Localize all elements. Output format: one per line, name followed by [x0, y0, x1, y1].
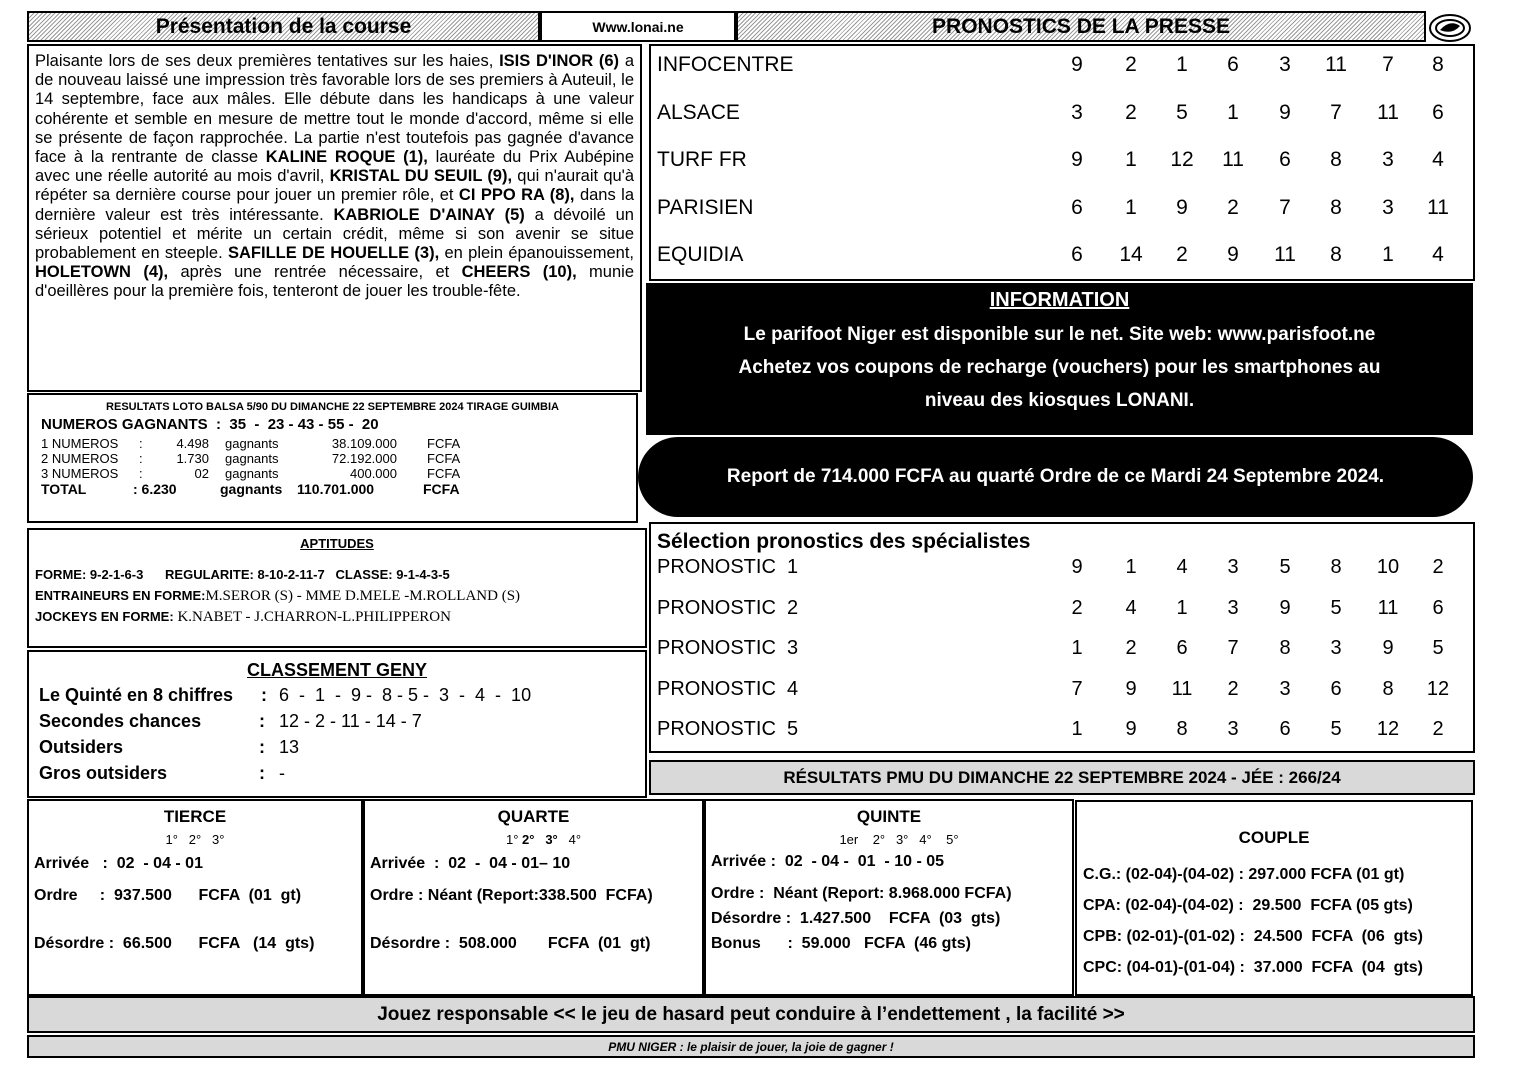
geny-rows: [39, 685, 635, 789]
presentation-header: [27, 11, 540, 42]
horse-number: 9: [1071, 53, 1083, 76]
presse-source-name: INFOCENTRE: [657, 53, 794, 76]
loto-row: [35, 436, 630, 451]
geny-colon: :: [259, 711, 265, 731]
horse-number: 7: [1382, 53, 1394, 76]
loto-colon: :: [139, 466, 143, 481]
quinte-box: [704, 799, 1074, 996]
information-line: Achetez vos coupons de recharge (vouchers) pour les smartphones au: [738, 357, 1381, 378]
horse-number: 9: [1071, 148, 1083, 171]
horse-number: 8: [1279, 637, 1291, 659]
loto-amount: 72.192.000: [331, 451, 397, 466]
horse-number: 2: [1176, 243, 1188, 266]
presse-row: [657, 148, 1473, 172]
horse-number: 11: [1222, 148, 1244, 171]
loto-word: gagnants: [225, 466, 279, 481]
horse-number: 8: [1382, 677, 1394, 700]
quinte-bonus: Bonus : 59.000 FCFA (46 gts): [711, 935, 971, 952]
horse-number: 7: [1227, 637, 1239, 659]
couple-rows: [1083, 866, 1465, 990]
loto-colon: :: [139, 436, 143, 451]
horse-number: 3: [1227, 596, 1239, 619]
horse-number: 14: [1119, 243, 1143, 266]
horse-number: 9: [1125, 718, 1137, 740]
horse-name: CHEERS (10),: [461, 263, 577, 282]
horse-number: 6: [1432, 100, 1444, 124]
horse-number: 3: [1227, 718, 1239, 740]
responsible-banner: [27, 996, 1475, 1033]
horse-number: 8: [1330, 556, 1342, 578]
quinte-desordre: Désordre : 1.427.500 FCFA (03 gts): [711, 910, 1001, 927]
horse-number: 5: [1330, 718, 1342, 740]
pronostic-row: [657, 597, 1473, 621]
winning-numbers-row: NUMEROS GAGNANTS : 35 - 23 - 43 - 55 - 20: [41, 416, 379, 433]
loto-row: [35, 451, 630, 466]
loto-cur: FCFA: [427, 436, 461, 451]
horse-number: 2: [1125, 637, 1137, 659]
specialistes-table: [649, 522, 1475, 753]
presse-source-name: EQUIDIA: [657, 243, 744, 266]
horse-number: 1: [1176, 53, 1188, 76]
presentation-title: Présentation de la course: [155, 14, 412, 38]
horse-number: 6: [1071, 243, 1083, 266]
loto-label: 3 NUMEROS: [41, 466, 119, 481]
horse-number: 3: [1227, 556, 1239, 578]
tierce-ordre: Ordre : 937.500 FCFA (01 gt): [34, 887, 302, 904]
tierce-places: 1° 2° 3°: [165, 832, 225, 847]
loto-cur: FCFA: [427, 466, 461, 481]
loto-word: gagnants: [225, 436, 279, 451]
quinte-ordre: Ordre : Néant (Report: 8.968.000 FCFA): [711, 885, 1012, 902]
horse-number: 1: [1125, 148, 1137, 171]
slogan-text: PMU NIGER : le plaisir de jouer, la joie de gagner !: [608, 1039, 894, 1054]
horse-number: 8: [1330, 243, 1342, 266]
slogan-banner: [27, 1035, 1475, 1058]
horse-name: KALINE ROQUE (1),: [265, 148, 428, 167]
horse-number: 2: [1432, 556, 1444, 578]
geny-label: Outsiders: [39, 737, 124, 757]
horse-number: 9: [1071, 556, 1083, 578]
horse-number: 12: [1376, 718, 1400, 740]
loto-row: [35, 466, 630, 481]
horse-number: 1: [1176, 596, 1188, 619]
geny-label: Le Quinté en 8 chiffres: [39, 685, 234, 705]
pronostic-row: [657, 556, 1473, 580]
horse-number: 2: [1125, 53, 1137, 76]
website-box: [540, 11, 736, 42]
loto-rows: [35, 436, 630, 481]
information-title: INFORMATION: [989, 289, 1130, 311]
horse-number: 2: [1125, 100, 1137, 124]
loto-label: 2 NUMEROS: [41, 451, 119, 466]
horse-number: 12: [1426, 677, 1450, 700]
loto-count: 1.730: [176, 451, 209, 466]
loto-count: 02: [194, 466, 209, 481]
horse-number: 7: [1330, 100, 1342, 124]
loto-amount: 38.109.000: [331, 436, 397, 451]
horse-name: SAFILLE DE HOUELLE (3),: [227, 244, 440, 263]
pmu-results-title: RÉSULTATS PMU DU DIMANCHE 22 SEPTEMBRE 2024 - JÉE : 266/24: [783, 767, 1341, 787]
report-text: Report de 714.000 FCFA au quarté Ordre de ce Mardi 24 Septembre 2024.: [726, 466, 1385, 487]
horse-name: KRISTAL DU SEUIL (9),: [329, 167, 513, 186]
horse-number: 7: [1071, 677, 1083, 700]
horse-number: 6: [1330, 677, 1342, 700]
pronostic-name: PRONOSTIC 3: [657, 637, 799, 659]
horse-number: 1: [1071, 718, 1083, 740]
horse-number: 2: [1227, 195, 1239, 219]
presse-row: [657, 196, 1473, 220]
loto-amount: 400.000: [350, 466, 397, 481]
presentation-text: Plaisante lors de ses deux premières tentatives sur les haies, ISIS D'INOR (6) a de nouveau laissé une impression très favorable lors de ses premiers à Auteuil, le 14 septembre, face aux mâles. Elle débute dans les handicaps à une valeur cohérente et semble en mesure de mettre tout le monde d'accord, même si elle se présente de façon rapprochée. La partie n'est toutefois pas gagnée d'avance face à la rentrante de classe KALINE ROQUE (1), lauréate du Prix Aubépine avec une réelle autorité au mois d'avril, KRISTAL DU SEUIL (9), qui n'aurait qu'à répéter sa dernière course pour jouer un premier rôle, et CI PPO RA (8), dans la dernière valeur est très intéressante. KABRIOLE D'AINAY (5) a dévoilé un sérieux potentiel et mérite un certain crédit, même si son avenir se situe probablement en steeple. SAFILLE DE HOUELLE (3), en plein épanouissement, HOLETOWN (4), après une rentrée nécessaire, et CHEERS (10), munie d'oeillères pour la première fois, tenteront de jouer les trouble-fête.: [27, 44, 642, 392]
aptitudes-stats: FORME: 9-2-1-6-3 REGULARITE: 8-10-2-11-7 CLASSE: 9-1-4-3-5: [35, 567, 450, 582]
horse-number: 10: [1376, 556, 1400, 578]
horse-number: 11: [1377, 596, 1399, 619]
pronostic-row: [657, 637, 1473, 661]
presse-table: [649, 44, 1475, 281]
lonani-logo: [1426, 11, 1474, 44]
horse-number: 3: [1279, 677, 1291, 700]
horse-number: 8: [1330, 195, 1342, 219]
tierce-box: [27, 799, 363, 996]
presse-row: [657, 243, 1473, 267]
horse-number: 9: [1279, 100, 1291, 124]
horse-number: 9: [1279, 596, 1291, 619]
geny-row: [39, 711, 635, 737]
horse-number: 6: [1279, 718, 1291, 740]
horse-number: 6: [1176, 637, 1188, 659]
horse-number: 6: [1071, 195, 1083, 219]
presse-row: [657, 53, 1473, 77]
horse-number: 1: [1125, 195, 1137, 219]
pronostic-name: PRONOSTIC 2: [657, 596, 799, 619]
geny-row: [39, 763, 635, 789]
horse-name: HOLETOWN (4),: [35, 263, 169, 282]
horse-number: 1: [1125, 556, 1137, 578]
pronostic-name: PRONOSTIC 4: [657, 677, 799, 700]
loto-word: gagnants: [225, 451, 279, 466]
horse-number: 1: [1227, 100, 1239, 124]
information-line: niveau des kiosques LONANI.: [924, 390, 1195, 411]
quinte-places: 1er 2° 3° 4° 5°: [839, 832, 959, 847]
horse-number: 4: [1176, 556, 1188, 578]
loto-label: 1 NUMEROS: [41, 436, 119, 451]
loto-total: TOTAL : 6.230 gagnants 110.701.000 FCFA: [41, 481, 460, 497]
pronostic-row: [657, 678, 1473, 702]
couple-title: COUPLE: [1238, 828, 1310, 847]
horse-number: 11: [1377, 100, 1399, 124]
horse-number: 12: [1170, 148, 1194, 171]
loto-cur: FCFA: [427, 451, 461, 466]
quarte-ordre: Ordre : Néant (Report:338.500 FCFA): [370, 887, 653, 904]
couple-row: CPC: (04-01)-(01-04) : 37.000 FCFA (04 gts): [1083, 959, 1423, 976]
pronostic-name: PRONOSTIC 1: [657, 556, 799, 578]
horse-number: 3: [1382, 195, 1394, 219]
horse-number: 5: [1279, 556, 1291, 578]
presse-row: [657, 101, 1473, 125]
tierce-desordre: Désordre : 66.500 FCFA (14 gts): [34, 935, 315, 952]
entraineurs-row: ENTRAINEURS EN FORME:M.SEROR (S) - MME D.MELE -M.ROLLAND (S): [35, 588, 521, 604]
horse-name: CI PPO RA (8),: [458, 186, 575, 205]
tierce-arrivee: Arrivée : 02 - 04 - 01: [34, 855, 203, 872]
loto-title: RESULTATS LOTO BALSA 5/90 DU DIMANCHE 22 SEPTEMBRE 2024 TIRAGE GUIMBIA: [106, 401, 559, 413]
winning-numbers: : 35 - 23 - 43 - 55 - 20: [216, 416, 379, 433]
presse-source-name: PARISIEN: [657, 195, 754, 219]
geny-colon: :: [259, 737, 265, 757]
horse-number: 8: [1432, 53, 1444, 76]
horse-number: 9: [1125, 677, 1137, 700]
responsible-text: Jouez responsable << le jeu de hasard peut conduire à l’endettement , la facilité >>: [377, 1003, 1125, 1025]
geny-row: [39, 737, 635, 763]
geny-colon: :: [259, 763, 265, 783]
couple-row: CPB: (02-01)-(01-02) : 24.500 FCFA (06 gts): [1083, 928, 1423, 945]
couple-row: CPA: (02-04)-(04-02) : 29.500 FCFA (05 gts): [1083, 897, 1413, 914]
presse-title: PRONOSTICS DE LA PRESSE: [932, 14, 1230, 38]
presse-source-name: ALSACE: [657, 100, 740, 124]
classement-geny: [27, 650, 647, 798]
quarte-arrivee: Arrivée : 02 - 04 - 01– 10: [370, 855, 571, 872]
geny-label: Secondes chances: [39, 711, 202, 731]
horse-number: 1: [1382, 243, 1394, 266]
quarte-desordre: Désordre : 508.000 FCFA (01 gt): [370, 935, 651, 952]
horse-name: KABRIOLE D'AINAY (5): [333, 205, 525, 224]
loto-colon: :: [139, 451, 143, 466]
quinte-arrivee: Arrivée : 02 - 04 - 01 - 10 - 05: [711, 853, 945, 870]
horse-name: ISIS D'INOR (6): [499, 52, 620, 70]
horse-number: 4: [1125, 596, 1137, 619]
horse-number: 6: [1279, 148, 1291, 171]
horse-number: 7: [1279, 195, 1291, 219]
horse-number: 5: [1330, 596, 1342, 619]
horse-number: 2: [1227, 677, 1239, 700]
horse-number: 11: [1427, 195, 1449, 219]
geny-value: 13: [279, 737, 300, 757]
couple-box: [1075, 800, 1473, 996]
horse-number: 11: [1274, 243, 1296, 266]
information-line: Le parifoot Niger est disponible sur le net. Site web: www.parisfoot.ne: [743, 324, 1376, 345]
horse-number: 11: [1171, 677, 1193, 700]
horse-number: 4: [1432, 148, 1444, 171]
pronostic-row: [657, 718, 1473, 742]
quarte-box: [363, 799, 704, 996]
jockeys-row: JOCKEYS EN FORME: K.NABET - J.CHARRON-L.PHILIPPERON: [35, 609, 451, 625]
horse-number: 3: [1071, 100, 1083, 124]
horse-number: 2: [1432, 718, 1444, 740]
geny-value: 12 - 2 - 11 - 14 - 7: [279, 711, 422, 731]
quarte-places: 1° 2° 3° 4°: [505, 832, 582, 847]
geny-title: CLASSEMENT GENY: [246, 660, 428, 680]
geny-row: [39, 685, 635, 711]
presse-header: [736, 11, 1426, 42]
horse-number: 3: [1279, 53, 1291, 76]
horse-number: 8: [1176, 718, 1188, 740]
horse-number: 1: [1071, 637, 1083, 659]
geny-colon: :: [261, 685, 267, 705]
horse-number: 8: [1330, 148, 1342, 171]
couple-row: C.G.: (02-04)-(04-02) : 297.000 FCFA (01 gt): [1083, 866, 1405, 883]
horse-number: 9: [1382, 637, 1394, 659]
horse-number: 11: [1325, 53, 1347, 76]
loto-count: 4.498: [176, 436, 209, 451]
website-link[interactable]: Www.lonai.ne: [592, 18, 684, 35]
horse-number: 3: [1330, 637, 1342, 659]
horse-number: 5: [1176, 100, 1188, 124]
geny-value: -: [279, 763, 285, 783]
aptitudes-title: APTITUDES: [300, 536, 374, 551]
geny-value: 6 - 1 - 9 - 8 - 5 - 3 - 4 - 10: [279, 685, 532, 705]
quinte-title: QUINTE: [856, 807, 922, 826]
horse-number: 5: [1432, 637, 1444, 659]
logo-icon: [1426, 11, 1474, 44]
information-box: [646, 283, 1473, 435]
horse-number: 9: [1176, 195, 1188, 219]
horse-number: 3: [1382, 148, 1394, 171]
loto-results: [27, 393, 638, 523]
horse-number: 6: [1227, 53, 1239, 76]
pronostic-name: PRONOSTIC 5: [657, 718, 799, 740]
horse-number: 2: [1071, 596, 1083, 619]
specialistes-title: Sélection pronostics des spécialistes: [657, 530, 1031, 553]
tierce-title: TIERCE: [163, 807, 227, 826]
quarte-title: QUARTE: [497, 807, 570, 826]
aptitudes: [27, 528, 647, 648]
horse-number: 6: [1432, 596, 1444, 619]
report-box: [638, 437, 1473, 517]
presse-source-name: TURF FR: [657, 148, 747, 171]
horse-number: 4: [1432, 243, 1444, 266]
geny-label: Gros outsiders: [39, 763, 168, 783]
horse-number: 9: [1227, 243, 1239, 266]
pmu-results-banner: [649, 760, 1475, 795]
